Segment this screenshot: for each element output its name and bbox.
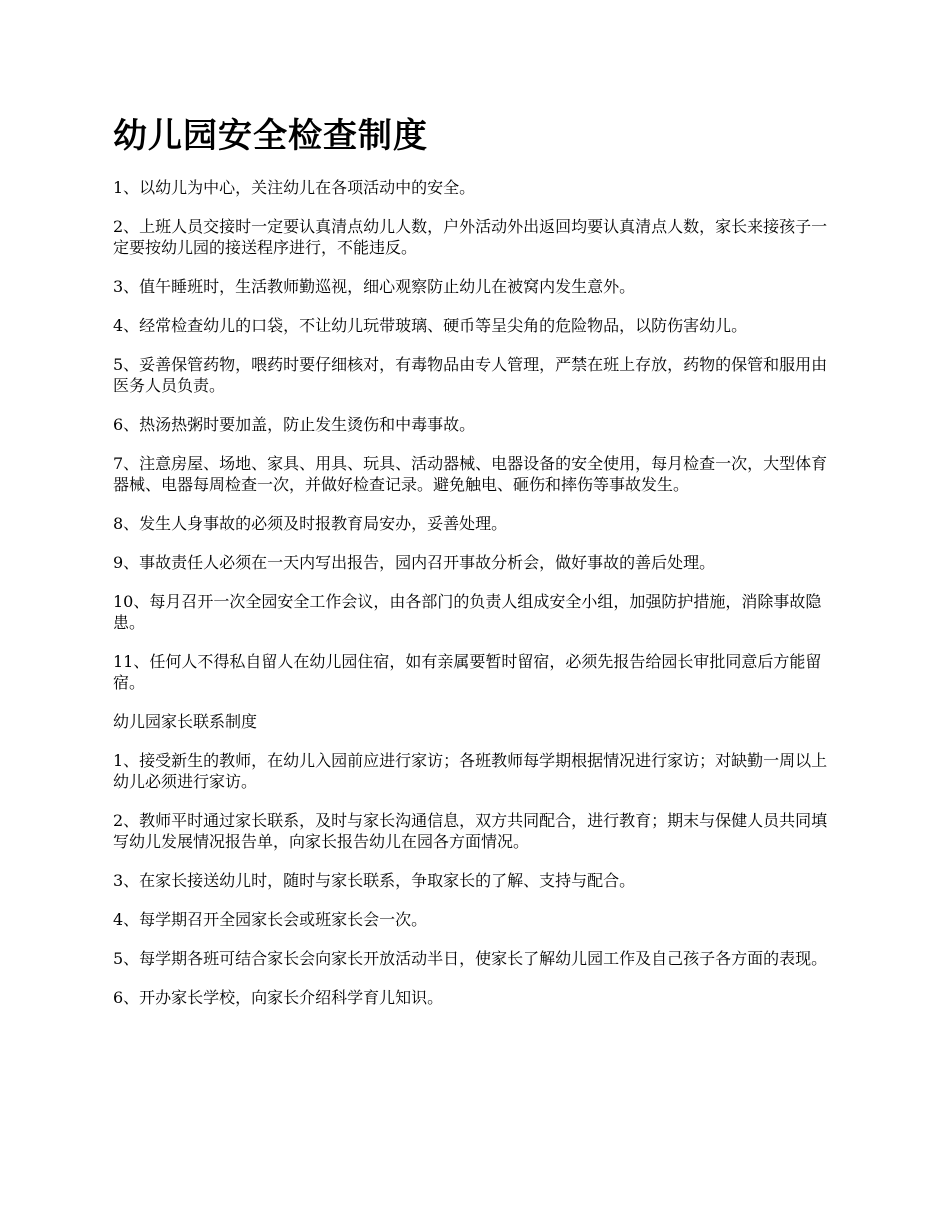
parent-rule-5: 5、每学期各班可结合家长会向家长开放活动半日，使家长了解幼儿园工作及自己孩子各方面的表现。 — [113, 949, 828, 968]
parent-rule-1: 1、接受新生的教师，在幼儿入园前应进行家访；各班教师每学期根据情况进行家访；对缺勤一周以上幼儿必须进行家访。 — [113, 751, 828, 791]
document-title: 幼儿园安全检查制度 — [113, 116, 428, 156]
safety-rule-2: 2、上班人员交接时一定要认真清点幼儿人数，户外活动外出返回均要认真清点人数，家长来接孩子一定要按幼儿园的接送程序进行，不能违反。 — [113, 217, 828, 257]
safety-rule-10: 10、每月召开一次全园安全工作会议，由各部门的负责人组成安全小组，加强防护措施，消除事故隐患。 — [113, 592, 822, 632]
parent-rule-3: 3、在家长接送幼儿时，随时与家长联系，争取家长的了解、支持与配合。 — [113, 871, 636, 890]
safety-rule-3: 3、值午睡班时，生活教师勤巡视，细心观察防止幼儿在被窝内发生意外。 — [113, 277, 636, 296]
safety-rule-8: 8、发生人身事故的必须及时报教育局安办，妥善处理。 — [113, 514, 508, 533]
parent-rule-2: 2、教师平时通过家长联系，及时与家长沟通信息，双方共同配合，进行教育；期末与保健人员共同填写幼儿发展情况报告单，向家长报告幼儿在园各方面情况。 — [113, 811, 828, 851]
safety-rule-11: 11、任何人不得私自留人在幼儿园住宿，如有亲属要暂时留宿，必须先报告给园长审批同意后方能留宿。 — [113, 652, 822, 692]
section-heading-parent-contact: 幼儿园家长联系制度 — [113, 712, 258, 731]
safety-rules-list — [113, 177, 843, 693]
safety-rule-9: 9、事故责任人必须在一天内写出报告，园内召开事故分析会，做好事故的善后处理。 — [113, 553, 716, 572]
parent-rule-4: 4、每学期召开全园家长会或班家长会一次。 — [113, 910, 428, 929]
safety-rule-4: 4、经常检查幼儿的口袋，不让幼儿玩带玻璃、硬币等呈尖角的危险物品，以防伤害幼儿。 — [113, 316, 748, 335]
parent-rules-list — [113, 750, 843, 1008]
parent-rule-6: 6、开办家长学校，向家长介绍科学育儿知识。 — [113, 988, 444, 1007]
safety-rule-6: 6、热汤热粥时要加盖，防止发生烫伤和中毒事故。 — [113, 415, 476, 434]
safety-rule-1: 1、以幼儿为中心，关注幼儿在各项活动中的安全。 — [113, 178, 476, 197]
safety-rule-7: 7、注意房屋、场地、家具、用具、玩具、活动器械、电器设备的安全使用，每月检查一次，大型体育器械、电器每周检查一次，并做好检查记录。避免触电、砸伤和摔伤等事故发生。 — [113, 454, 828, 494]
document-page — [113, 112, 843, 1026]
safety-rule-5: 5、妥善保管药物，喂药时要仔细核对，有毒物品由专人管理，严禁在班上存放，药物的保管和服用由医务人员负责。 — [113, 355, 828, 395]
